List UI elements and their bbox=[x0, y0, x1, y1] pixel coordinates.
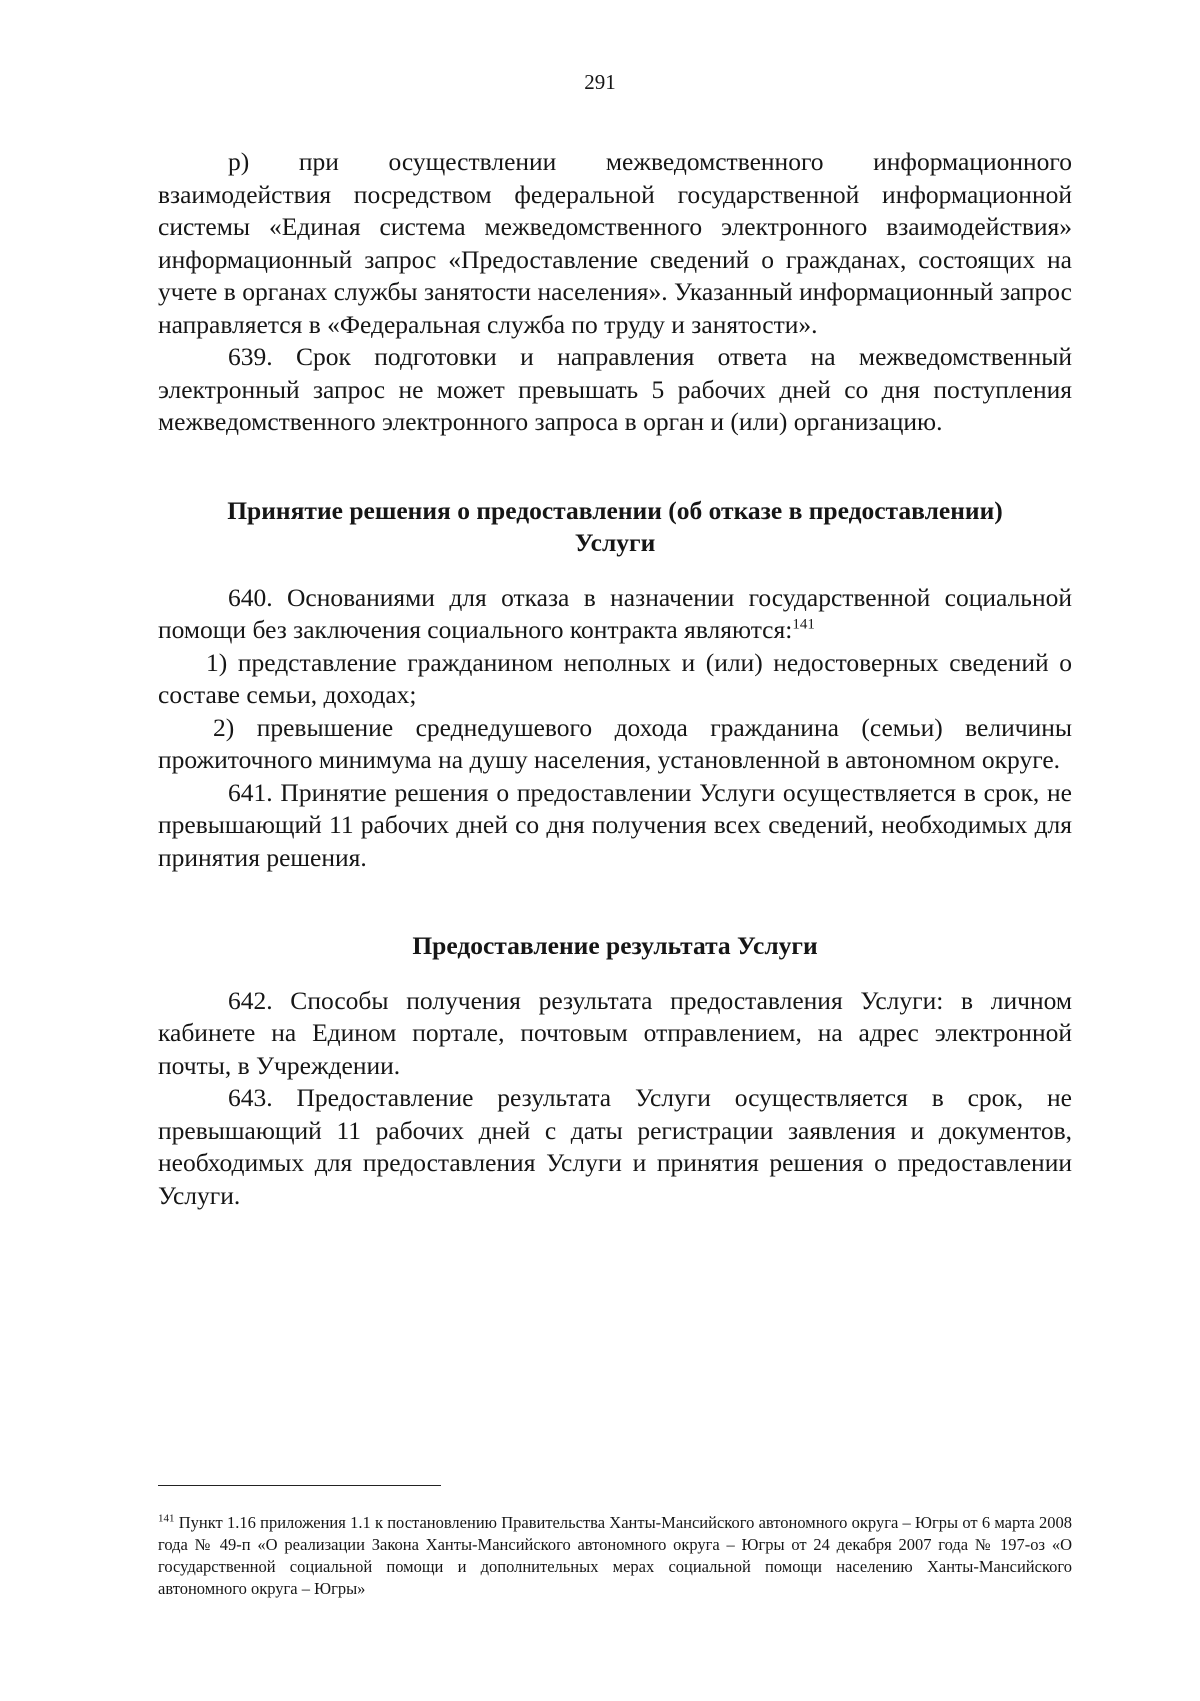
heading-line-2: Услуги bbox=[574, 528, 656, 557]
heading-line-1: Принятие решения о предоставлении (об отказе в предоставлении) bbox=[227, 495, 1003, 525]
footnote-text: Пункт 1.16 приложения 1.1 к постановлению Правительства Ханты-Мансийского автономного округа – Югры от 6 марта 2008 года № 49-п «О реализации Закона Ханты-Мансийского автономного округа – Югры от 24 декабря 2007 года № 197-оз «О государственной социальной помощи и дополнительных мерах социальной помощи населению Ханты-Мансийского автономного округа – Югры» bbox=[158, 1512, 1072, 1598]
list-item-1: 1) представление гражданином неполных и (или) недостоверных сведений о составе семьи, доходах; bbox=[158, 647, 1072, 709]
section-heading-result: Предоставление результата Услуги bbox=[412, 931, 818, 960]
paragraph-640-text: 640. Основаниями для отказа в назначении государственной социальной помощи без заключения социального контракта являются: bbox=[158, 582, 1072, 644]
list-item-2: 2) превышение среднедушевого дохода гражданина (семьи) величины прожиточного минимума на душу населения, установленной в автономном округе. bbox=[158, 712, 1072, 774]
page-number: 291 bbox=[584, 70, 616, 94]
document-body bbox=[158, 146, 1072, 1212]
paragraph-642: 642. Способы получения результата предоставления Услуги: в личном кабинете на Едином портале, почтовым отправлением, на адрес электронной почты, в Учреждении. bbox=[158, 985, 1072, 1080]
paragraph-641: 641. Принятие решения о предоставлении Услуги осуществляется в срок, не превышающий 11 рабочих дней со дня получения всех сведений, необходимых для принятия решения. bbox=[158, 777, 1072, 872]
paragraph-r: р) при осуществлении межведомственного информационного взаимодействия посредством федеральной государственной информационной системы «Единая система межведомственного электронного взаимодействия» информационный запрос «Предоставление сведений о гражданах, состоящих на учете в органах службы занятости населения». Указанный информационный запрос направляется в «Федеральная служба по труду и занятости». bbox=[158, 147, 1072, 339]
footnote-divider bbox=[158, 1485, 441, 1486]
paragraph-639: 639. Срок подготовки и направления ответа на межведомственный электронный запрос не может превышать 5 рабочих дней со дня поступления межведомственного электронного запроса в орган и (или) организацию. bbox=[158, 342, 1072, 436]
spacer bbox=[158, 874, 1072, 930]
footnote-reference: 141 bbox=[792, 616, 815, 633]
footnote-141 bbox=[158, 1512, 1072, 1600]
spacer bbox=[158, 963, 1072, 985]
spacer bbox=[158, 439, 1072, 495]
footnote-marker: 141 bbox=[158, 1512, 175, 1524]
section-heading-decision bbox=[158, 495, 1072, 560]
paragraph-640 bbox=[158, 582, 1072, 647]
paragraph-643: 643. Предоставление результата Услуги осуществляется в срок, не превышающий 11 рабочих дней с даты регистрации заявления и документов, необходимых для предоставления Услуги и принятия решения о предоставлении Услуги. bbox=[158, 1083, 1072, 1210]
spacer bbox=[158, 560, 1072, 582]
